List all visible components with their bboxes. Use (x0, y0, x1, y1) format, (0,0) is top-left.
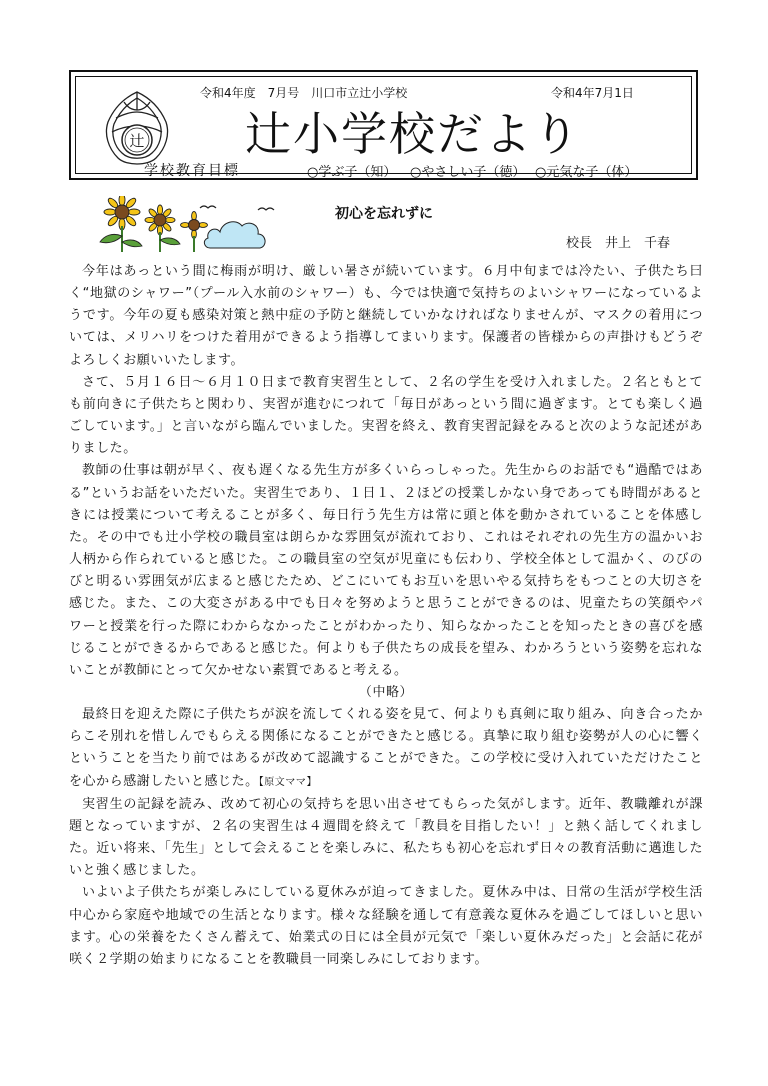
svg-text:辻: 辻 (129, 132, 145, 150)
goals-label: 学校教育目標 (144, 163, 240, 179)
goal-virtue: ○やさしい子（徳） (410, 165, 526, 180)
paragraph: さて、５月１６日～６月１０日まで教育実習生として、２名の学生を受け入れました。２名ともとても前向きに子供たちと関わり、実習が進むにつれて「毎日があっという間に過ぎます。とても楽しく過ごしています。」と言いながら臨んでいました。実習を終え、教育実習記録をみると次のような記述がありました。 (69, 374, 703, 457)
article-body (69, 261, 703, 971)
newsletter-title: 辻小学校だより (245, 107, 581, 161)
quoted-paragraph (69, 704, 703, 794)
omission-mark: （中略） (358, 684, 414, 700)
article-title: 初心を忘れずに (335, 206, 433, 222)
article-author: 校長 井上 千春 (566, 236, 671, 251)
quoted-paragraph: 教師の仕事は朝が早く、夜も遅くなる先生方が多くいらっしゃった。先生からのお話でも“過酷ではある”というお話をいただいた。実習生であり、１日１、２ほどの授業しかない身であっても時間があるときには授業について考えることが多く、毎日行う先生方は常に頭と体を動かされていることを体感した。その中でも辻小学校の職員室は朗らかな雰囲気が流れており、これはそれぞれの先生方の温かいお人柄から作られていると感じた。この職員室の空気が児童にも伝わり、学校全体として温かく、のびのびと明るい雰囲気が広まると感じたため、どこにいてもお互いを思いやる気持ちをもつことの大切さを感じた。また、この大変さがある中でも日々を努めようと思うことができるのは、児童たちの笑顔やパワーと授業を行った際にわからなかったことがわかったり、知らなかったことを知ったときの喜びを感じることができるからであると感じた。何よりも子供たちの成長を望み、わかろうという姿勢を忘れないことが教師にとって欠かせない素質であると考える。 (69, 463, 703, 678)
issue-date: 令和4年7月1日 (551, 86, 634, 100)
paragraph: 今年はあっという間に梅雨が明け、厳しい暑さが続いています。６月中旬までは冷たい、子供たち曰く“地獄のシャワー”（プール入水前のシャワー）も、今では快適で気持ちのよいシャワーになっているようです。今年の夏も感染対策と熱中症の予防と継続していかなければなりませんが、マスクの着用については、メリハリをつけた着用ができるよう指導してまいります。保護者の皆様からの声掛けもどうぞよろしくお願いいたします。 (69, 264, 703, 368)
issue-info: 令和4年度 7月号 川口市立辻小学校 (200, 86, 408, 100)
goal-knowledge: ○学ぶ子（知） (307, 165, 397, 180)
paragraph: いよいよ子供たちが楽しみにしている夏休みが迫ってきました。夏休み中は、日常の生活が学校生活中心から家庭や地域での生活となります。様々な経験を通して有意義な夏休みを過ごしてほしいと思います。心の栄養をたくさん蓄えて、始業式の日には全員が元気で「楽しい夏休みだった」と会話に花が咲く２学期の始まりになることを教職員一同楽しみにしております。 (69, 885, 703, 967)
paragraph: 実習生の記録を読み、改めて初心の気持ちを思い出させてもらった気がします。近年、教職離れが課題となっていますが、２名の実習生は４週間を終えて「教員を目指したい！」と熱く話してくれました。近い将来、「先生」として会えることを楽しみに、私たちも初心を忘れず日々の教育活動に邁進したいと強く感じました。 (69, 796, 703, 879)
cloud-icon (204, 222, 265, 248)
goal-health: ○元気な子（体） (535, 165, 638, 180)
source-note: 【原文ママ】 (258, 776, 318, 788)
quoted-paragraph-text: 最終日を迎えた際に子供たちが涙を流してくれる姿を見て、何よりも真剣に取り組み、向き合ったからこそ別れを惜しんでもらえる関係になることができたと感じる。真摯に取り組む姿勢が人の心に響くということを当たり前ではあるが改めて認識することができた。この学校に受け入れていただけたことを心から感謝したいと感じた。 (69, 707, 703, 789)
